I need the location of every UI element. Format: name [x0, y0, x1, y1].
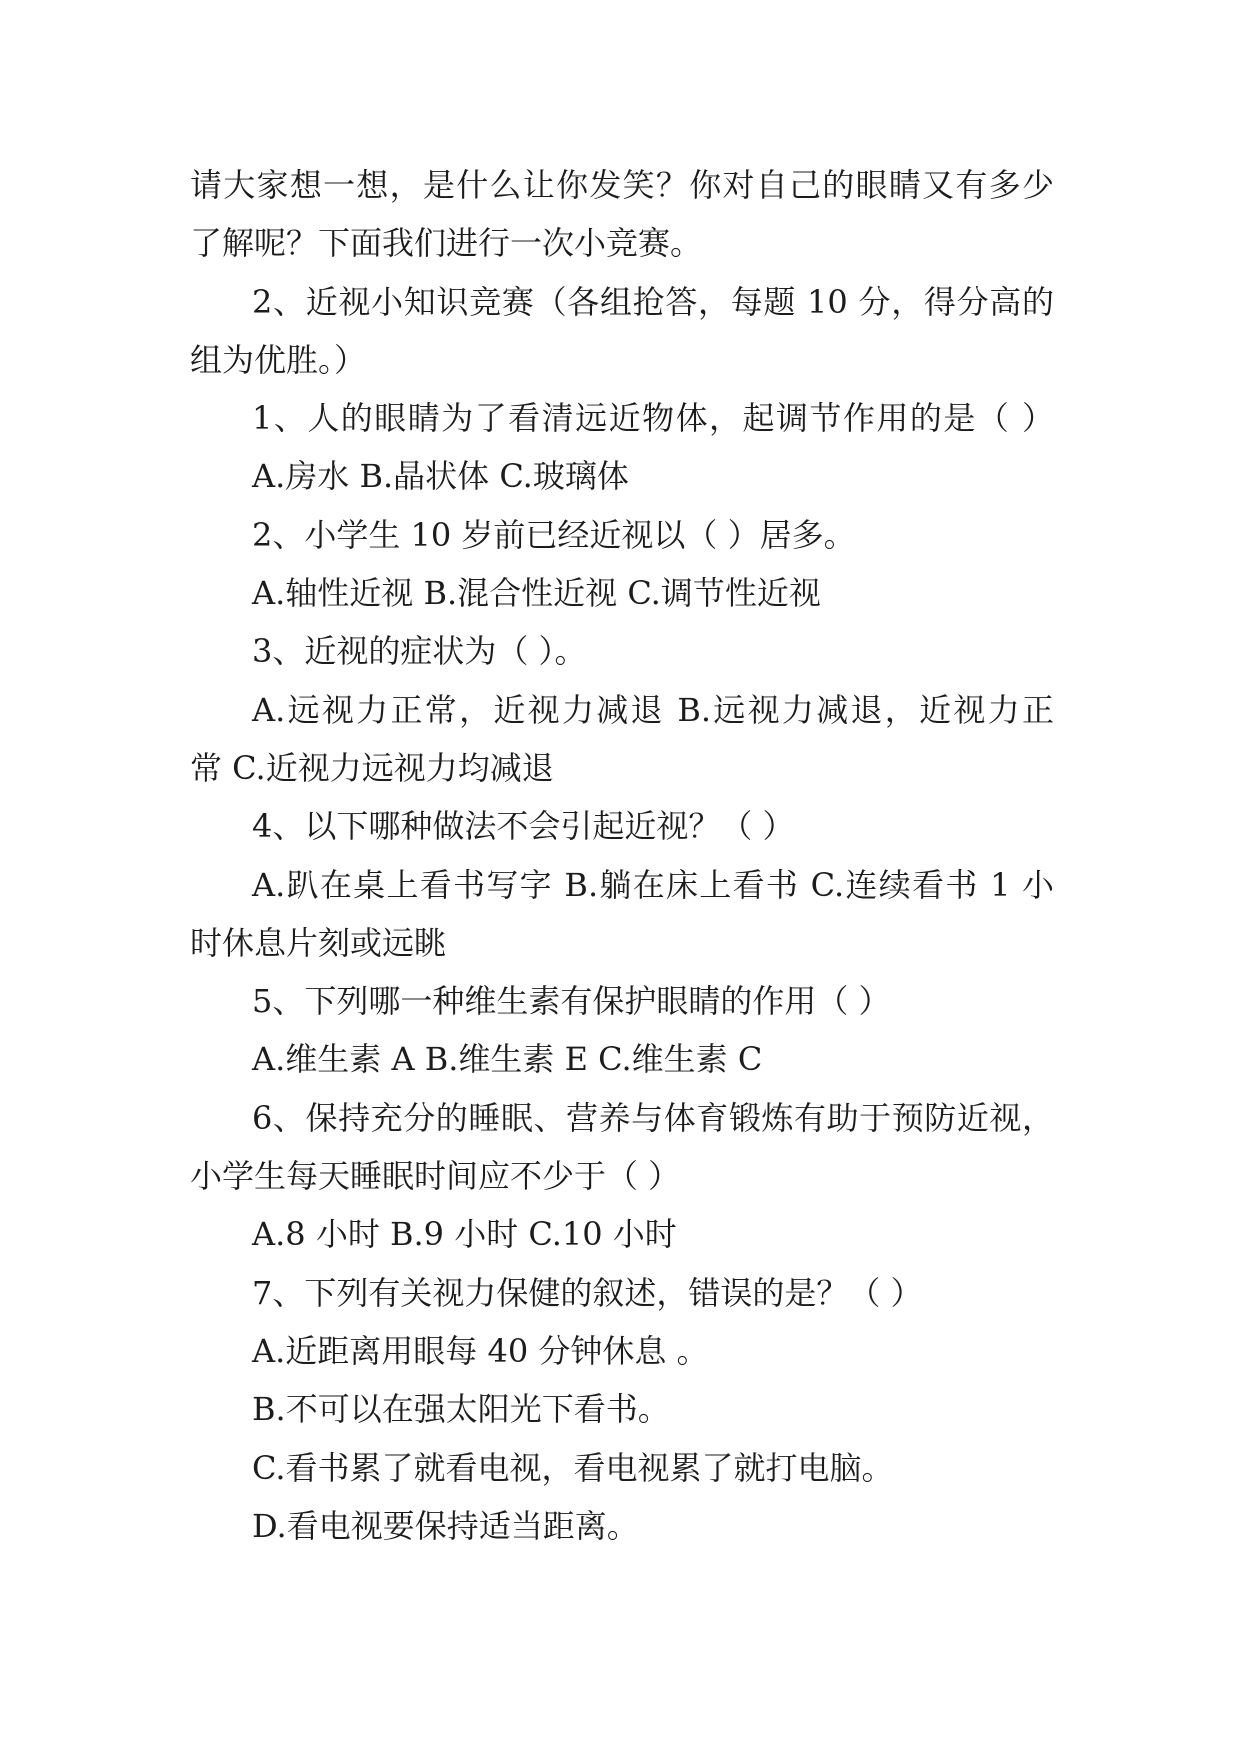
question-2: 2、小学生 10 岁前已经近视以（ ）居多。: [252, 515, 856, 554]
contest-heading-line: 2、近视小知识竞赛（各组抢答，每题 10 分，得分高的: [252, 282, 1054, 321]
question-4: 4、以下哪种做法不会引起近视？（ ）: [252, 807, 795, 846]
question-7-option-b: B.不可以在强太阳光下看书。: [252, 1390, 670, 1429]
question-7-option-c: C.看书累了就看电视，看电视累了就打电脑。: [252, 1448, 894, 1487]
question-4-options-line: 时休息片刻或远眺: [190, 923, 447, 962]
question-7: 7、下列有关视力保健的叙述，错误的是？（ ）: [252, 1273, 923, 1312]
question-4-options-line: A.趴在桌上看书写字 B.躺在床上看书 C.连续看书 1 小: [252, 865, 1054, 904]
question-1-options: A.房水 B.晶状体 C.玻璃体: [252, 457, 629, 496]
document-body: [190, 156, 1054, 1555]
question-5-options: A.维生素 A B.维生素 E C.维生素 C: [252, 1040, 763, 1079]
intro-text-line: 了解呢？下面我们进行一次小竞赛。: [190, 224, 703, 263]
question-6-options: A.8 小时 B.9 小时 C.10 小时: [252, 1215, 677, 1254]
question-3-options-line: A.远视力正常，近视力减退 B.远视力减退，近视力正: [252, 690, 1054, 729]
contest-heading-line: 组为优胜。）: [190, 340, 367, 379]
question-1: 1、人的眼睛为了看清远近物体，起调节作用的是（ ）: [252, 399, 1054, 438]
question-6-line: 小学生每天睡眠时间应不少于（ ）: [190, 1157, 681, 1196]
question-7-option-a: A.近距离用眼每 40 分钟休息 。: [252, 1331, 709, 1370]
question-3-options-line: 常 C.近视力远视力均减退: [190, 748, 554, 787]
intro-text-line: 请大家想一想，是什么让你发笑？你对自己的眼睛又有多少: [190, 166, 1054, 204]
question-3: 3、近视的症状为（ ）。: [252, 632, 587, 671]
question-6-line: 6、保持充分的睡眠、营养与体育锻炼有助于预防近视，: [252, 1098, 1054, 1137]
question-2-options: A.轴性近视 B.混合性近视 C.调节性近视: [252, 574, 821, 613]
question-5: 5、下列哪一种维生素有保护眼睛的作用（ ）: [252, 982, 891, 1021]
question-7-option-d: D.看电视要保持适当距离。: [252, 1506, 639, 1545]
